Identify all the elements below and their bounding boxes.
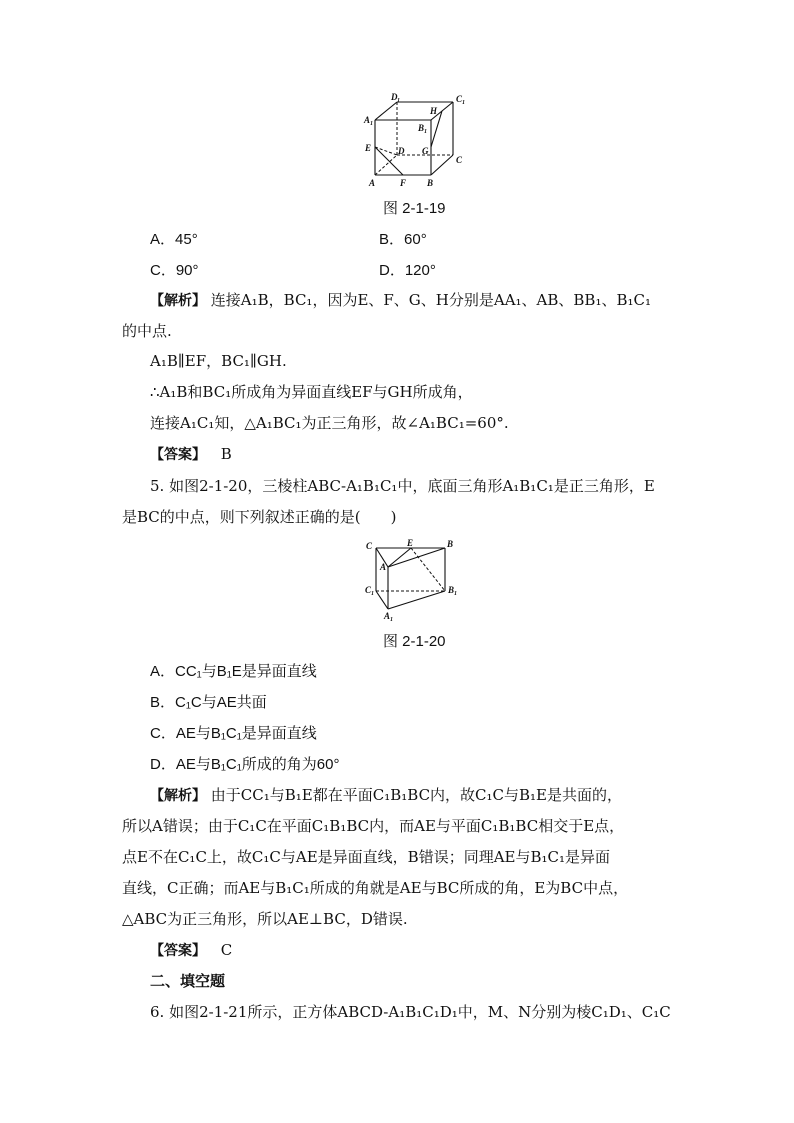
option-a: A．CC₁与B₁E是异面直线 bbox=[150, 663, 317, 680]
figure-caption: 图 2-1-20 bbox=[383, 633, 446, 650]
label-C: C bbox=[456, 155, 463, 165]
label-B1: B bbox=[418, 123, 425, 133]
label-D1: D bbox=[391, 92, 398, 102]
analysis-line: A₁B∥EF，BC₁∥GH. bbox=[150, 352, 287, 370]
label-C1-sub: 1 bbox=[462, 100, 465, 106]
label-H: H bbox=[430, 106, 438, 116]
analysis-text: 连接A₁B，BC₁，因为E、F、G、H分别是AA₁、AB、BB₁、B₁C₁ bbox=[210, 291, 651, 309]
analysis-line: 连接A₁C₁知，△A₁BC₁为正三角形，故∠A₁BC₁=60°. bbox=[150, 414, 509, 432]
label-A1: A bbox=[384, 611, 391, 621]
analysis-text: 由于CC₁与B₁E都在平面C₁B₁BC内，故C₁C与B₁E是共面的， bbox=[210, 786, 622, 804]
answer-line bbox=[150, 940, 232, 961]
label-C: C bbox=[366, 541, 373, 551]
label-B1-sub: 1 bbox=[454, 591, 457, 597]
label-A: A bbox=[369, 178, 376, 188]
analysis-line: 点E不在C₁C上，故C₁C与AE是异面直线，B错误；同理AE与B₁C₁是异面 bbox=[122, 848, 611, 866]
analysis-tag: 【解析】 bbox=[150, 293, 206, 309]
option-d: D．120° bbox=[379, 262, 436, 279]
analysis-line: 所以A错误；由于C₁C在平面C₁B₁BC内，而AE与平面C₁B₁BC相交于E点， bbox=[122, 817, 625, 835]
answer-tag: 【答案】 bbox=[150, 943, 206, 959]
option-b: B．60° bbox=[379, 231, 427, 248]
label-A: A bbox=[380, 562, 387, 572]
option-b: B．C₁C与AE共面 bbox=[150, 694, 267, 711]
question-stem: 6. 如图2-1-21所示，正方体ABCD-A₁B₁C₁D₁中，M、N分别为棱C₁D₁、C₁C bbox=[150, 1003, 671, 1021]
analysis-line: 的中点. bbox=[122, 322, 172, 340]
label-A1-sub: 1 bbox=[370, 121, 373, 127]
label-D: D bbox=[398, 146, 405, 156]
analysis-tag: 【解析】 bbox=[150, 788, 206, 804]
label-B1-sub: 1 bbox=[424, 129, 427, 135]
label-D1-sub: 1 bbox=[397, 98, 400, 104]
question-stem: 是BC的中点，则下列叙述正确的是( ) bbox=[122, 508, 397, 526]
section-heading: 二、填空题 bbox=[150, 972, 226, 990]
analysis-line bbox=[150, 290, 651, 311]
label-C1: C bbox=[456, 94, 463, 104]
figure-2-1-19 bbox=[360, 92, 470, 192]
label-E: E bbox=[407, 538, 414, 548]
option-d: D．AE与B₁C₁所成的角为60° bbox=[150, 756, 340, 773]
label-B: B bbox=[447, 539, 454, 549]
answer-value: C bbox=[220, 941, 233, 959]
label-G: G bbox=[422, 146, 429, 156]
figure-caption: 图 2-1-19 bbox=[383, 200, 446, 217]
option-c: C．AE与B₁C₁是异面直线 bbox=[150, 725, 317, 742]
analysis-line: 直线，C正确；而AE与B₁C₁所成的角就是AE与BC所成的角，E为BC中点， bbox=[122, 879, 629, 897]
analysis-line: △ABC为正三角形，所以AE⊥BC，D错误. bbox=[122, 910, 408, 928]
label-A1-sub: 1 bbox=[390, 617, 393, 621]
label-C1: C bbox=[365, 585, 372, 595]
analysis-line bbox=[150, 785, 622, 806]
label-A1: A bbox=[364, 115, 371, 125]
analysis-line: ∴A₁B和BC₁所成角为异面直线EF与GH所成角， bbox=[150, 383, 473, 401]
figure-2-1-20 bbox=[362, 537, 468, 621]
option-a: A．45° bbox=[150, 231, 198, 248]
answer-line bbox=[150, 444, 232, 465]
answer-tag: 【答案】 bbox=[150, 447, 206, 463]
option-c: C．90° bbox=[150, 262, 199, 279]
label-E: E bbox=[365, 143, 372, 153]
answer-value: B bbox=[220, 445, 232, 463]
question-stem: 5. 如图2-1-20，三棱柱ABC-A₁B₁C₁中，底面三角形A₁B₁C₁是正三角形，E bbox=[150, 477, 655, 495]
label-C1-sub: 1 bbox=[371, 591, 374, 597]
label-B1: B bbox=[448, 585, 455, 595]
label-B: B bbox=[427, 178, 434, 188]
label-F: F bbox=[400, 178, 407, 188]
